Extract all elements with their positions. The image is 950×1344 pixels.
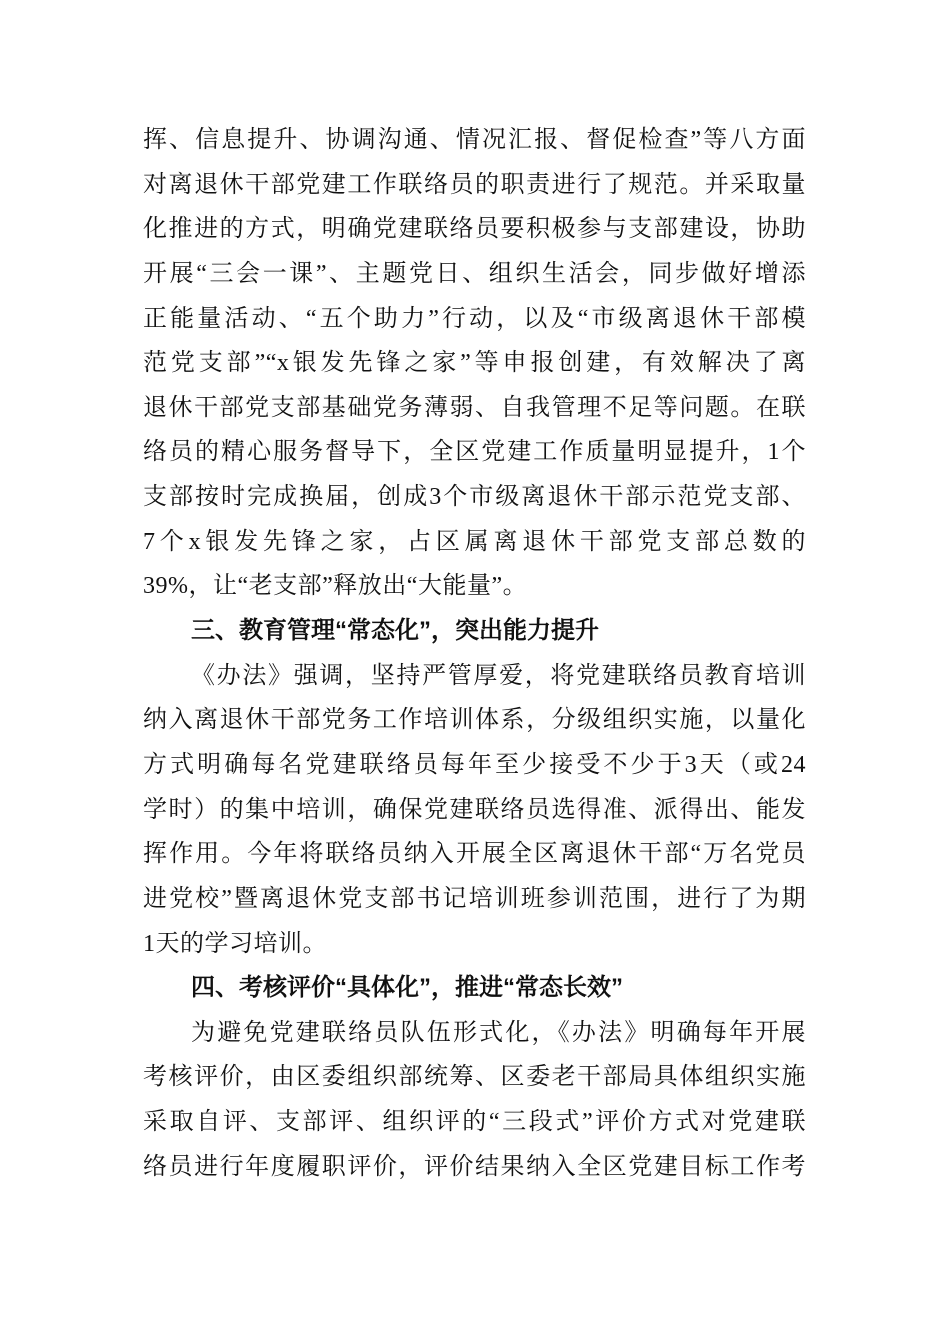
text-line: 采取自评、支部评、组织评的“三段式”评价方式对党建联 — [143, 1109, 806, 1136]
section-heading-3: 三、教育管理“常态化”，突出能力提升 — [191, 617, 599, 645]
text-line: 方式明确每名党建联络员每年至少接受不少于3天（或24 — [143, 751, 806, 778]
text-line: 支部按时完成换届，创成3个市级离退休干部示范党支部、 — [143, 484, 806, 511]
text-line: 范党支部”“x银发先锋之家”等申报创建，有效解决了离 — [143, 350, 806, 377]
text-line: 39%，让“老支部”释放出“大能量”。 — [143, 573, 528, 600]
text-line: 为避免党建联络员队伍形式化，《办法》明确每年开展 — [191, 1019, 806, 1046]
paragraph-continuation — [143, 118, 806, 609]
paragraph-section-4 — [143, 1011, 806, 1190]
text-line: 对离退休干部党建工作联络员的职责进行了规范。并采取量 — [143, 171, 806, 198]
text-line: 进党校”暨离退休党支部书记培训班参训范围，进行了为期 — [143, 885, 806, 912]
text-line: 1天的学习培训。 — [143, 930, 327, 957]
text-line: 挥、信息提升、协调沟通、情况汇报、督促检查”等八方面 — [143, 127, 806, 153]
text-line: 学时）的集中培训，确保党建联络员选得准、派得出、能发 — [143, 796, 806, 823]
text-line: 退休干部党支部基础党务薄弱、自我管理不足等问题。在联 — [143, 394, 806, 421]
text-line: 纳入离退休干部党务工作培训体系，分级组织实施，以量化 — [143, 707, 806, 734]
text-line: 正能量活动、“五个助力”行动，以及“市级离退休干部模 — [143, 305, 806, 332]
text-line: 《办法》强调，坚持严管厚爱，将党建联络员教育培训 — [191, 662, 806, 689]
document-page — [143, 118, 806, 1189]
paragraph-section-3 — [143, 654, 806, 966]
text-line: 考核评价，由区委组织部统筹、区委老干部局具体组织实施 — [143, 1064, 806, 1091]
text-line: 化推进的方式，明确党建联络员要积极参与支部建设，协助 — [143, 216, 806, 243]
text-line: 7个x银发先锋之家，占区属离退休干部党支部总数的 — [143, 528, 806, 555]
text-line: 开展“三会一课”、主题党日、组织生活会，同步做好增添 — [143, 260, 806, 287]
section-heading-4: 四、考核评价“具体化”，推进“常态长效” — [191, 974, 623, 1002]
text-line: 挥作用。今年将联络员纳入开展全区离退休干部“万名党员 — [143, 841, 806, 868]
text-line: 络员进行年度履职评价，评价结果纳入全区党建目标工作考 — [143, 1153, 806, 1180]
text-line: 络员的精心服务督导下，全区党建工作质量明显提升，1个 — [143, 439, 806, 466]
